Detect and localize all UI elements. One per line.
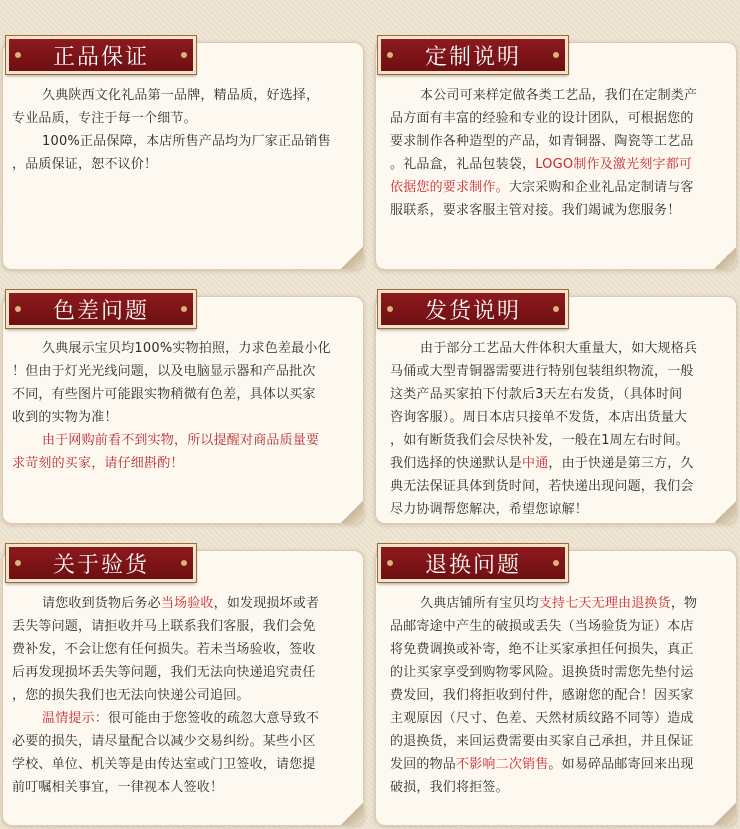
ornament-icon [15,52,21,58]
quality-text [12,84,362,176]
text-line: 前叮嘱相关事宜，一律视本人签收！ [12,780,224,795]
text-line: 将免费调换或补寄，绝不让买家承担任何损失，真正 [390,642,694,657]
text-line: 后再发现损坏丢失等问题，我们无法向快递追究责任 [12,665,316,680]
warning-line: 由于网购前看不到实物，所以提醒对商品质量要 [42,433,320,448]
text-line: 这类产品买家拍下付款后3天左右发货，（具体时间 [390,387,683,402]
warning-line: 求苛刻的买家，请仔细斟酌！ [12,456,184,471]
text-span: 。礼品盒，礼品包装袋， [390,157,536,172]
ornament-icon [15,560,21,566]
text-line: 本公司可来样定做各类工艺品，我们在定制类产 [420,88,698,103]
text-line [390,753,735,776]
highlight-text: 支持七天无理由退换货 [538,596,671,611]
text-line: 不同，有些图片可能跟实物稍微有色差，具体以买家 [12,387,316,402]
shipping-text [390,337,735,521]
text-span: 很可能由于您签收的疏忽大意导致不 [108,711,320,726]
ornament-icon [181,560,187,566]
text-line: 的退换货，来回运费需要由买家自己承担，并且保证 [390,734,694,749]
text-line: ，您的损失我们也无法向快递公司追回。 [12,688,250,703]
ornament-icon [181,306,187,312]
text-line: 由于部分工艺品大件体积大重量大，如大规格兵 [420,341,698,356]
text-line [390,592,735,615]
text-span: 大宗采购和企业礼品定制请与客 [508,180,694,195]
returns-title: 退换问题 [424,552,521,578]
text-line: 破损，我们将拒签。 [390,780,509,795]
ornament-icon [387,306,393,312]
text-line: 学校、单位、机关等是由传达室或门卫签收，请您提 [12,757,316,772]
inspect-title-banner [6,544,196,582]
shipping-title-banner [378,290,568,328]
courier-name: 中通 [522,456,549,471]
text-line: ！但由于灯光光线问题，以及电脑显示器和产品批次 [12,364,316,379]
text-line: 费补发，不会让您有任何损失。若未当场验收，签收 [12,642,316,657]
highlight-text: 当场验收 [160,596,214,611]
returns-text [390,592,735,799]
text-span: 我们选择的快递默认是 [390,456,523,471]
shipping-title: 发货说明 [424,298,521,324]
text-line: 咨询客服）。周日本店只接单不发货，本店出货量大 [390,410,688,425]
quality-title-banner [6,36,196,74]
text-line [12,592,362,615]
text-line: 马俑或大型青铜器需要进行特别包装组织物流，一般 [390,364,694,379]
quality-title: 正品保证 [52,44,149,70]
inspect-title: 关于验货 [52,552,149,578]
text-line: 必要的损失，请尽量配合以减少交易纠纷。某些小区 [12,734,316,749]
ornament-icon [387,52,393,58]
color-title-banner [6,290,196,328]
ornament-icon [553,306,559,312]
text-span: 请您收到货物后务必 [42,596,161,611]
text-span: 久典店铺所有宝贝均 [420,596,539,611]
ornament-icon [15,306,21,312]
highlight-text: 不影响二次销售 [456,757,549,772]
text-line [12,707,362,730]
text-line: 尽力协调帮您解决，希望您谅解！ [390,502,589,517]
text-line: 久典陕西文化礼品第一品牌，精品质，好选择， [42,88,320,103]
color-title: 色差问题 [52,298,149,324]
color-text [12,337,362,475]
custom-title: 定制说明 [424,44,521,70]
inspect-text [12,592,362,799]
ornament-icon [387,560,393,566]
text-line [390,176,735,199]
ornament-icon [553,52,559,58]
text-span: 。如易碎品邮寄回来出现 [548,757,694,772]
tip-label: 温情提示： [42,711,109,726]
returns-title-banner [378,544,568,582]
text-line: 丢失等问题，请拒收并马上联系我们客服，我们会免 [12,619,316,634]
custom-title-banner [378,36,568,74]
text-line: 的让买家享受到购物零风险。退换货时需您先垫付运 [390,665,694,680]
highlight-text: 依据您的要求制作。 [390,180,509,195]
ornament-icon [553,560,559,566]
text-span: ，物 [670,596,698,611]
text-line: 服联系，要求客服主管对接。我们竭诚为您服务！ [390,203,681,218]
text-line: 100%正品保障，本店所售产品均为厂家正品销售 [42,134,331,149]
text-line: 久典展示宝贝均100%实物拍照，力求色差最小化 [42,341,331,356]
text-span: ，由于快递是第三方，久 [548,456,694,471]
text-line: 要求制作各种造型的产品，如青铜器、陶瓷等工艺品 [390,134,694,149]
ornament-icon [181,52,187,58]
highlight-text: LOGO制作及激光刻字都可 [535,157,693,172]
text-line: 品邮寄途中产生的破损或丢失（当场验货为证）本店 [390,619,694,634]
text-line: 专业品质，专注于每一个细节。 [12,111,197,126]
text-line: ，如有断货我们会尽快补发，一般在1周左右时间。 [390,433,689,448]
text-span: 发回的物品 [390,757,457,772]
text-line: 费发回，我们将拒收到付件，感谢您的配合！因买家 [390,688,694,703]
text-line: ，品质保证，恕不议价！ [12,157,158,172]
text-line: 主观原因（尺寸、色差、天然材质纹路不同等）造成 [390,711,694,726]
custom-text [390,84,735,222]
text-line [390,153,735,176]
text-line: 典无法保证具体到货时间，若快递出现问题，我们会 [390,479,694,494]
text-line [390,452,735,475]
text-span: ，如发现损坏或者 [213,596,320,611]
text-line: 品方面有丰富的经验和专业的设计团队，可根据您的 [390,111,694,126]
text-line: 收到的实物为准！ [12,410,118,425]
